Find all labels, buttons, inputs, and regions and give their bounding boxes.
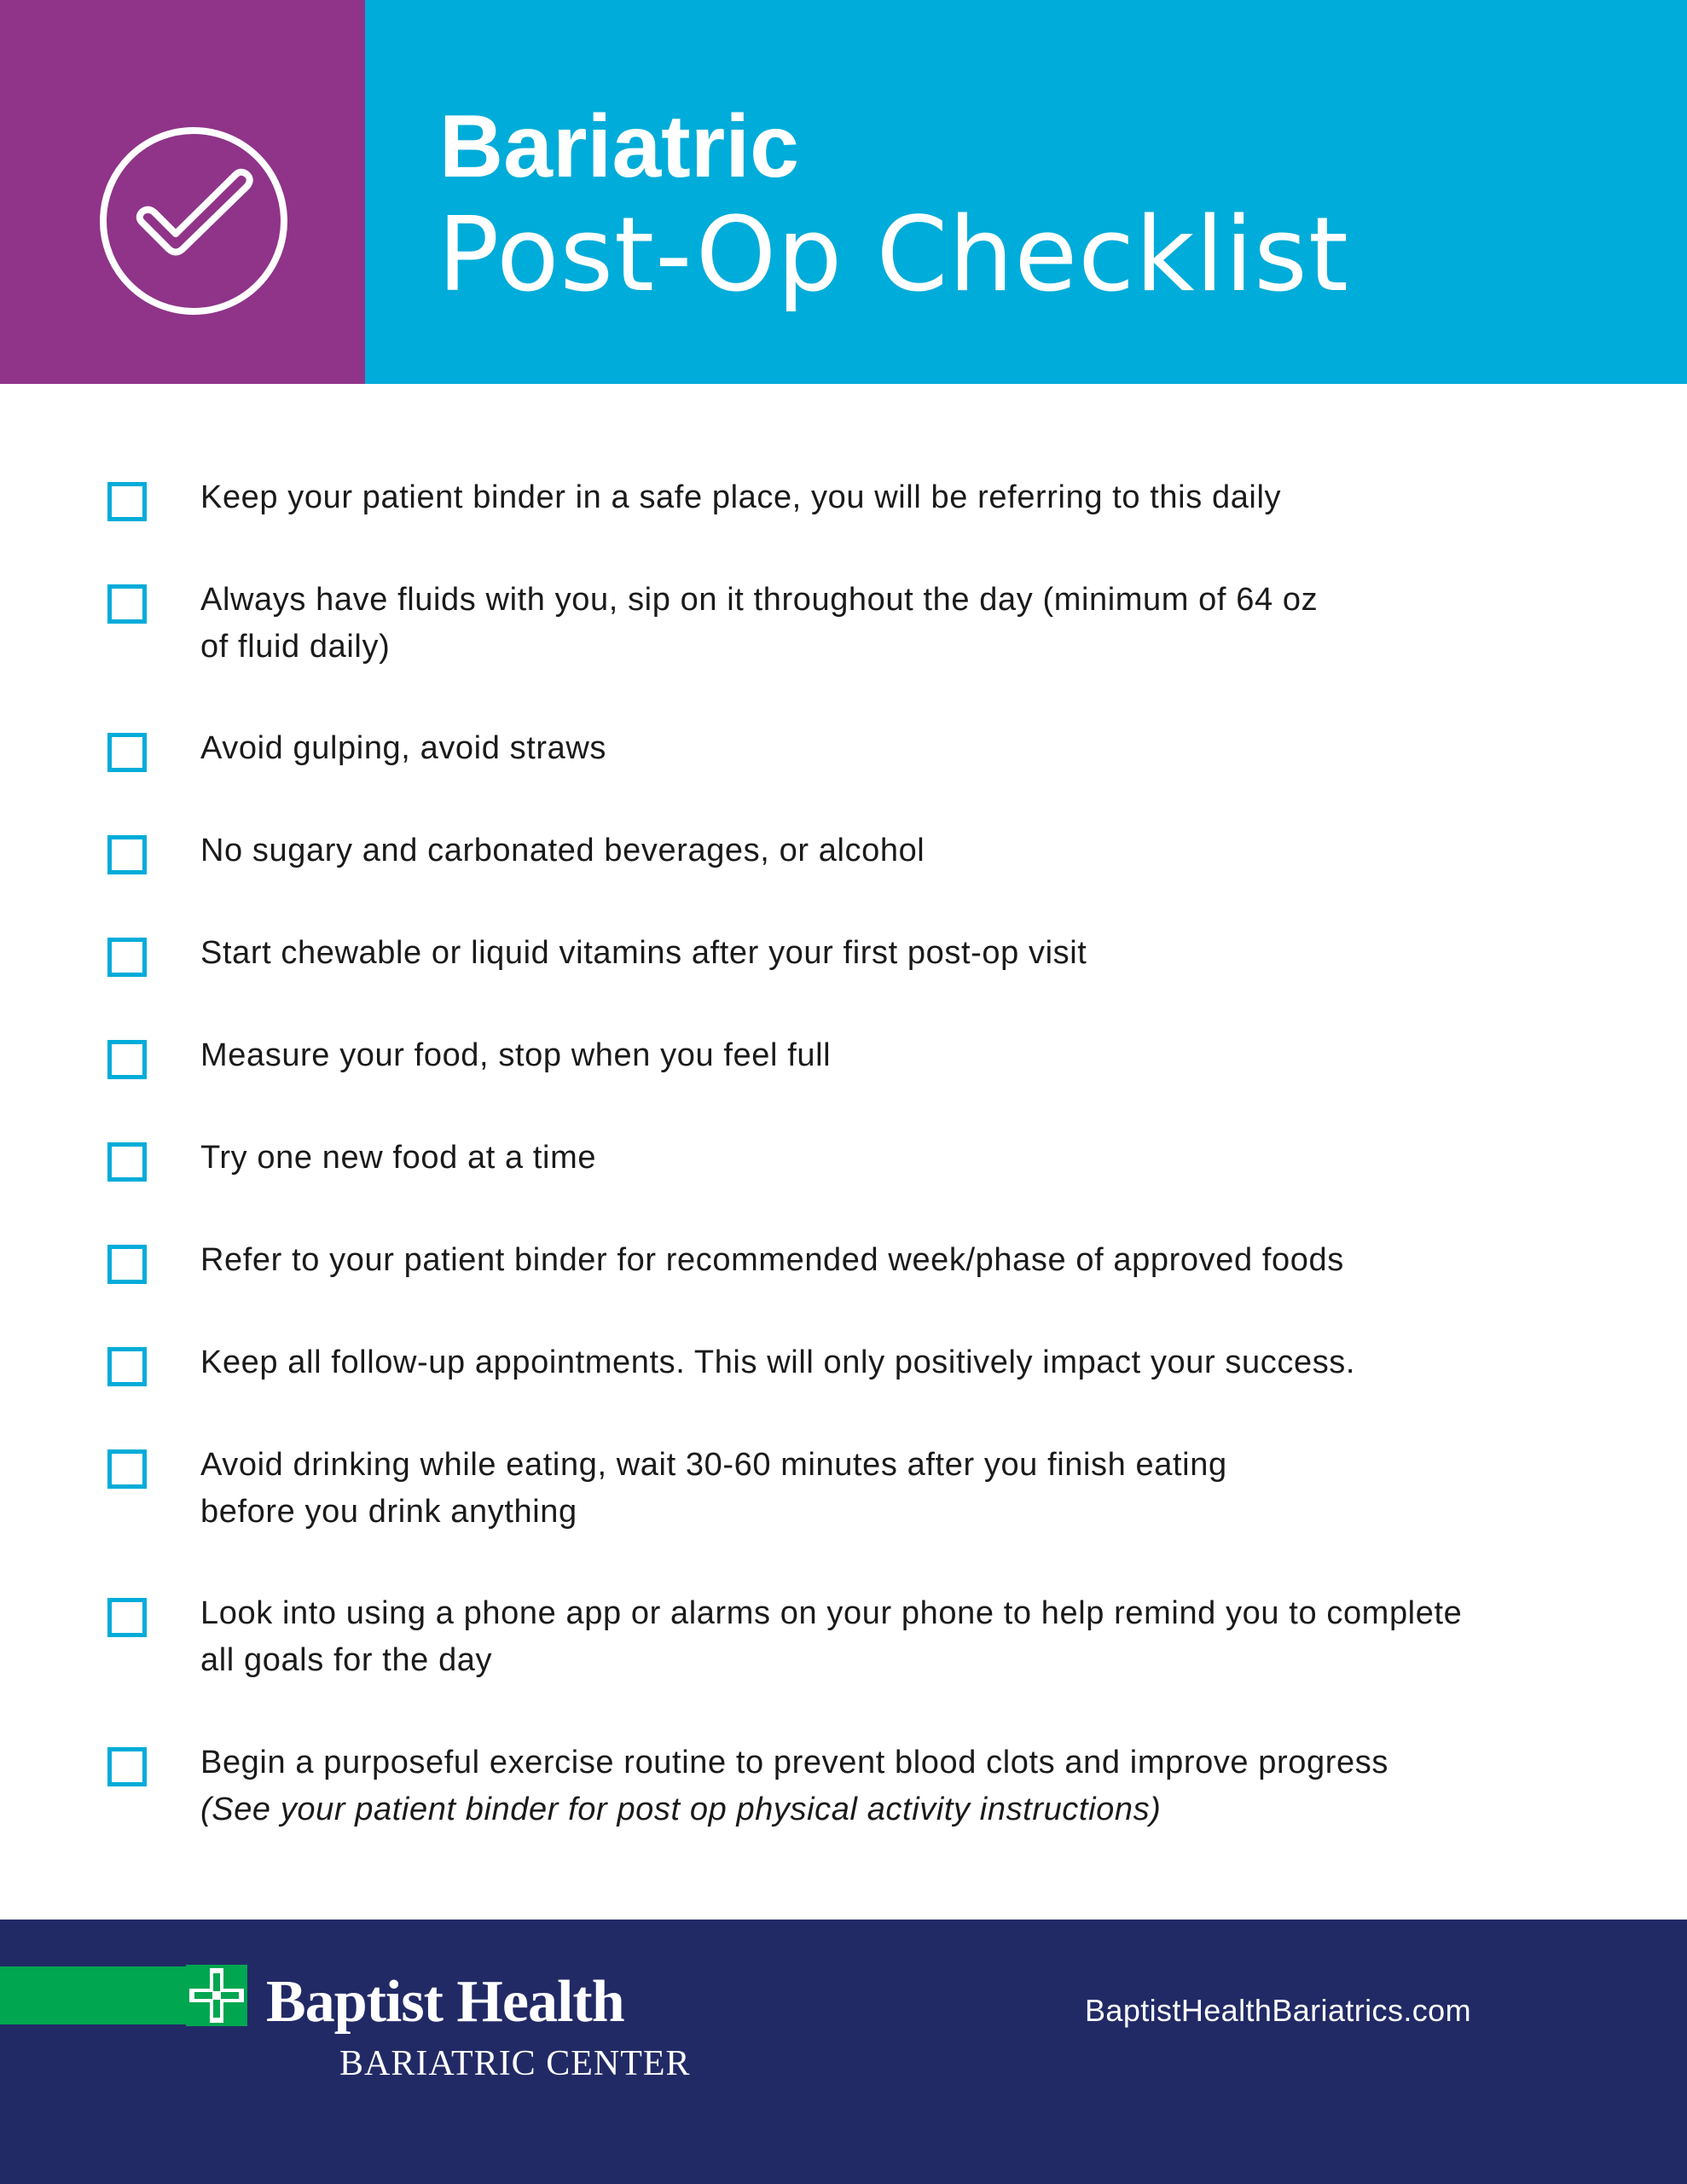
checkbox[interactable] xyxy=(107,482,147,521)
brand-name: Baptist Health xyxy=(266,1969,624,2035)
checkbox[interactable] xyxy=(107,1598,147,1637)
checklist-item-text xyxy=(200,577,1599,671)
checklist-item-line: Begin a purposeful exercise routine to prevent blood clots and improve progress xyxy=(200,1745,1388,1780)
checklist-item-line: Look into using a phone app or alarms on your phone to help remind you to complete xyxy=(200,1595,1463,1631)
checklist-item-text xyxy=(200,1339,1599,1386)
checklist-item-line: Refer to your patient binder for recommended week/phase of approved foods xyxy=(200,1242,1344,1278)
checklist-item-line: Avoid gulping, avoid straws xyxy=(200,730,606,766)
baptist-cross-icon xyxy=(186,1965,247,2026)
checkbox[interactable] xyxy=(107,938,147,977)
checklist-item-line: Try one new food at a time xyxy=(200,1140,597,1176)
checklist-item-text xyxy=(200,1740,1599,1833)
check-circle-icon xyxy=(97,125,290,317)
website-link[interactable]: BaptistHealthBariatrics.com xyxy=(1085,1993,1471,2028)
checklist-item-text xyxy=(200,725,1599,772)
page-title: Post-Op Checklist xyxy=(438,196,1349,315)
checkbox[interactable] xyxy=(107,1449,147,1489)
checkbox[interactable] xyxy=(107,1245,147,1284)
checkbox[interactable] xyxy=(107,1347,147,1386)
checklist-item-text xyxy=(200,1442,1599,1536)
checklist-item-text xyxy=(200,474,1599,521)
checklist-item-line: Avoid drinking while eating, wait 30-60 minutes after you finish eating xyxy=(200,1447,1227,1483)
checkbox[interactable] xyxy=(107,835,147,874)
checklist-item-line: of fluid daily) xyxy=(200,629,391,665)
checklist-item-line: (See your patient binder for post op physical activity instructions) xyxy=(200,1792,1162,1827)
checkbox[interactable] xyxy=(107,584,147,624)
checkbox[interactable] xyxy=(107,733,147,772)
checklist-item-line: Measure your food, stop when you feel full xyxy=(200,1037,832,1073)
checklist-item-line: Always have fluids with you, sip on it throughout the day (minimum of 64 oz xyxy=(200,582,1319,618)
checklist-item-line: Start chewable or liquid vitamins after your first post-op visit xyxy=(200,935,1087,971)
checkbox[interactable] xyxy=(107,1747,147,1786)
brand-stripe xyxy=(0,1966,210,2024)
footer xyxy=(0,1920,1687,2184)
checklist-item-text xyxy=(200,828,1599,874)
checklist-item-text xyxy=(200,1135,1599,1182)
checklist-item-text xyxy=(200,930,1599,977)
checkbox[interactable] xyxy=(107,1142,147,1182)
checkbox[interactable] xyxy=(107,1040,147,1079)
checklist-item-line: before you drink anything xyxy=(200,1494,577,1530)
checklist-item-line: all goals for the day xyxy=(200,1642,493,1678)
checklist-item-text xyxy=(200,1032,1599,1079)
header-icon-panel xyxy=(0,0,365,384)
checklist-item-line: Keep all follow-up appointments. This will only positively impact your success. xyxy=(200,1345,1356,1380)
checklist-item-text xyxy=(200,1237,1599,1284)
page-title-bold: Bariatric xyxy=(439,97,799,196)
checklist-item-line: No sugary and carbonated beverages, or alcohol xyxy=(200,833,925,868)
checklist-item-line: Keep your patient binder in a safe place, you will be referring to this daily xyxy=(200,479,1282,515)
brand-subtitle: BARIATRIC CENTER xyxy=(339,2044,691,2083)
checklist-item-text xyxy=(200,1590,1599,1684)
header xyxy=(0,0,1687,384)
